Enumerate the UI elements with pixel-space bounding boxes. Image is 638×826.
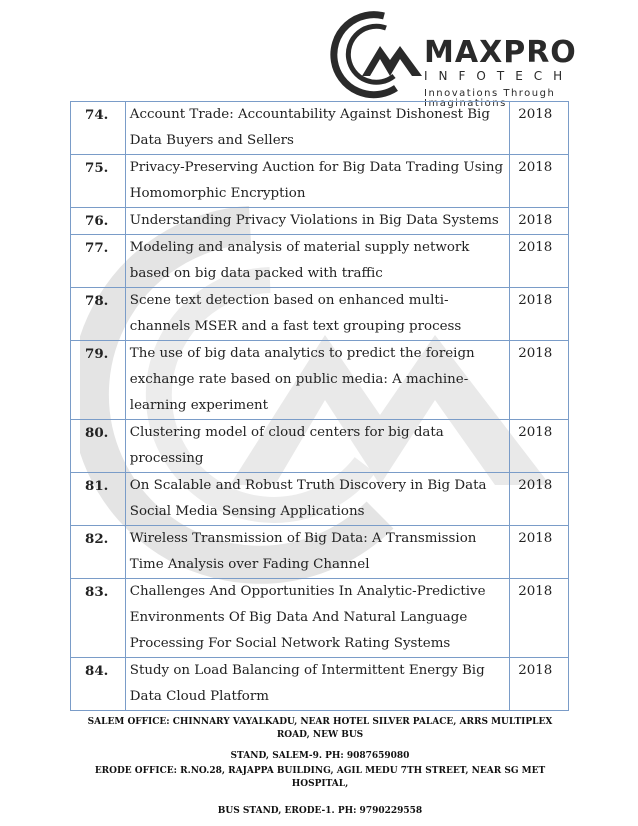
table-row	[71, 579, 569, 658]
paper-title: On Scalable and Robust Truth Discovery in Big Data Social Media Sensing Applications	[125, 473, 509, 526]
row-number: 81.	[71, 473, 126, 526]
table-row	[71, 102, 569, 155]
erode-address-line-1: ERODE OFFICE: R.NO.28, RAJAPPA BUILDING, AGIL MEDU 7TH STREET, NEAR SG MET HOSPITAL,	[94, 766, 546, 789]
row-number: 78.	[71, 288, 126, 341]
paper-year: 2018	[510, 473, 569, 526]
row-number: 80.	[71, 420, 126, 473]
logo-brand: MAXPRO	[424, 35, 577, 70]
paper-year: 2018	[510, 235, 569, 288]
paper-title: Wireless Transmission of Big Data: A Transmission Time Analysis over Fading Channel	[125, 526, 509, 579]
paper-title: Understanding Privacy Violations in Big Data Systems	[125, 208, 509, 235]
paper-title: Study on Load Balancing of Intermittent Energy Big Data Cloud Platform	[125, 658, 509, 711]
table-row	[71, 658, 569, 711]
paper-title: Challenges And Opportunities In Analytic-Predictive Environments Of Big Data And Natural Language Processing For Social Network Rating Systems	[125, 579, 509, 658]
row-number: 76.	[71, 208, 126, 235]
table-row	[71, 288, 569, 341]
paper-title: Scene text detection based on enhanced multi-channels MSER and a fast text grouping process	[125, 288, 509, 341]
paper-list-table	[70, 101, 569, 711]
paper-year: 2018	[510, 288, 569, 341]
table-row	[71, 235, 569, 288]
paper-title: Account Trade: Accountability Against Dishonest Big Data Buyers and Sellers	[125, 102, 509, 155]
logo-subtitle: INFOTECH	[424, 69, 574, 83]
salem-address-line-2: STAND, SALEM-9. PH: 9087659080	[230, 751, 410, 761]
erode-address-line-2: BUS STAND, ERODE-1. PH: 9790229558	[217, 806, 423, 816]
table-row	[71, 155, 569, 208]
paper-year: 2018	[510, 420, 569, 473]
row-number: 79.	[71, 341, 126, 420]
logo-tagline: Innovations Through Imaginations	[424, 88, 556, 109]
erode-office-address	[80, 765, 560, 818]
table-row	[71, 473, 569, 526]
row-number: 75.	[71, 155, 126, 208]
table-row	[71, 341, 569, 420]
salem-office-address	[80, 716, 560, 763]
table-row	[71, 526, 569, 579]
paper-year: 2018	[510, 102, 569, 155]
paper-title: Clustering model of cloud centers for big data processing	[125, 420, 509, 473]
row-number: 74.	[71, 102, 126, 155]
row-number: 82.	[71, 526, 126, 579]
paper-title: Privacy-Preserving Auction for Big Data Trading Using Homomorphic Encryption	[125, 155, 509, 208]
paper-year: 2018	[510, 341, 569, 420]
paper-title: Modeling and analysis of material supply network based on big data packed with traffic	[125, 235, 509, 288]
row-number: 84.	[71, 658, 126, 711]
logo-mark-icon	[326, 10, 436, 100]
table-row	[71, 208, 569, 235]
paper-year: 2018	[510, 155, 569, 208]
paper-year: 2018	[510, 526, 569, 579]
salem-address-line-1: SALEM OFFICE: CHINNARY VAYALKADU, NEAR HOTEL SILVER PALACE, ARRS MULTIPLEX ROAD, NEW BUS	[87, 717, 553, 740]
paper-list-body	[71, 102, 569, 711]
company-logo	[326, 10, 577, 109]
paper-year: 2018	[510, 208, 569, 235]
paper-year: 2018	[510, 579, 569, 658]
table-row	[71, 420, 569, 473]
row-number: 83.	[71, 579, 126, 658]
paper-title: The use of big data analytics to predict the foreign exchange rate based on public media: A machine-learning experiment	[125, 341, 509, 420]
paper-year: 2018	[510, 658, 569, 711]
row-number: 77.	[71, 235, 126, 288]
